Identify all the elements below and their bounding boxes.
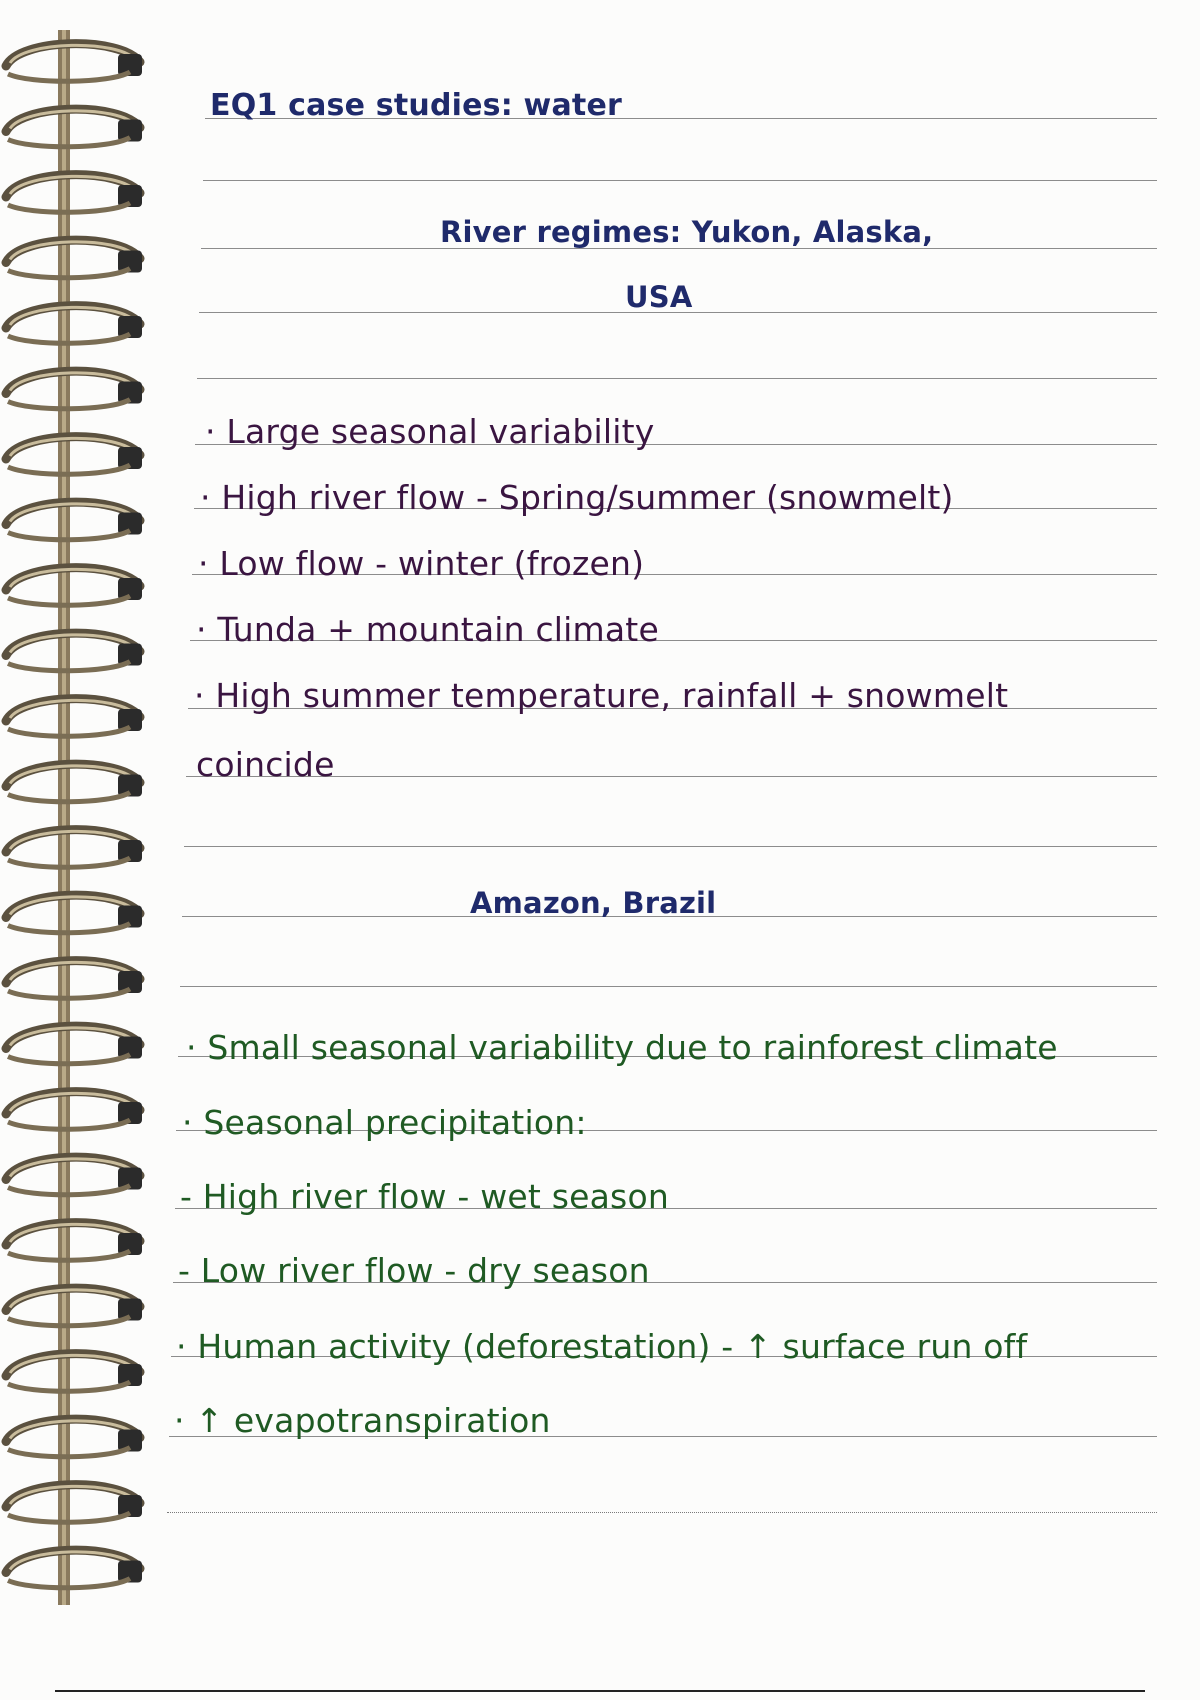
- section1-heading-continued: USA: [625, 280, 693, 314]
- note-item: · Low flow - winter (frozen): [198, 544, 645, 583]
- note-item: - Low river flow - dry season: [178, 1251, 650, 1290]
- note-item: · Seasonal precipitation:: [182, 1103, 587, 1142]
- ruled-line: [184, 846, 1157, 847]
- note-item: · ↑ evapotranspiration: [174, 1401, 551, 1440]
- section2-heading: Amazon, Brazil: [470, 886, 717, 920]
- note-item: · High summer temperature, rainfall + snowmelt: [194, 676, 1009, 715]
- section1-heading: River regimes: Yukon, Alaska,: [440, 215, 934, 249]
- ruled-line: [203, 180, 1157, 181]
- ruled-line: [167, 1512, 1157, 1513]
- spiral-binding: [0, 0, 160, 1620]
- note-item: coincide: [196, 745, 335, 784]
- note-item: · Small seasonal variability due to rainforest climate: [186, 1028, 1058, 1067]
- note-item: · Large seasonal variability: [205, 412, 655, 451]
- page-bottom-edge: [55, 1690, 1145, 1692]
- ruled-line: [197, 378, 1157, 379]
- note-item: · Tunda + mountain climate: [196, 610, 659, 649]
- note-item: · High river flow - Spring/summer (snowmelt): [200, 478, 954, 517]
- note-item: · Human activity (deforestation) - ↑ surface run off: [176, 1327, 1028, 1366]
- note-item: - High river flow - wet season: [180, 1177, 669, 1216]
- page-title: EQ1 case studies: water: [210, 88, 622, 123]
- ruled-line: [180, 986, 1157, 987]
